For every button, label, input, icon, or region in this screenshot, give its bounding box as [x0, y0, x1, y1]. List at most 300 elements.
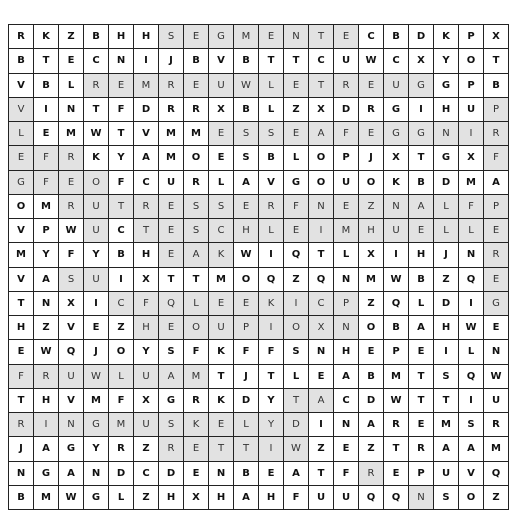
letter-cell[interactable]: E: [484, 267, 509, 291]
letter-cell[interactable]: T: [234, 437, 259, 461]
letter-cell[interactable]: G: [434, 146, 459, 170]
letter-cell[interactable]: E: [409, 219, 434, 243]
letter-cell[interactable]: M: [434, 413, 459, 437]
letter-cell[interactable]: U: [334, 49, 359, 73]
letter-cell[interactable]: T: [259, 49, 284, 73]
letter-cell[interactable]: V: [259, 170, 284, 194]
letter-cell[interactable]: H: [359, 219, 384, 243]
letter-cell[interactable]: A: [184, 243, 209, 267]
letter-cell[interactable]: F: [234, 340, 259, 364]
letter-cell[interactable]: O: [109, 340, 134, 364]
letter-cell[interactable]: B: [384, 316, 409, 340]
letter-cell[interactable]: C: [109, 219, 134, 243]
letter-cell[interactable]: Q: [484, 461, 509, 485]
letter-cell[interactable]: A: [409, 316, 434, 340]
letter-cell[interactable]: V: [59, 316, 84, 340]
letter-cell[interactable]: E: [409, 413, 434, 437]
letter-cell[interactable]: U: [159, 170, 184, 194]
letter-cell[interactable]: M: [484, 437, 509, 461]
letter-cell[interactable]: N: [309, 194, 334, 218]
letter-cell[interactable]: Z: [359, 437, 384, 461]
letter-cell[interactable]: F: [109, 97, 134, 121]
letter-cell[interactable]: W: [84, 122, 109, 146]
letter-cell[interactable]: L: [334, 243, 359, 267]
letter-cell[interactable]: P: [384, 340, 409, 364]
letter-cell[interactable]: X: [484, 25, 509, 49]
letter-cell[interactable]: U: [84, 194, 109, 218]
letter-cell[interactable]: N: [209, 461, 234, 485]
letter-cell[interactable]: T: [134, 219, 159, 243]
letter-cell[interactable]: H: [134, 316, 159, 340]
letter-cell[interactable]: M: [59, 122, 84, 146]
letter-cell[interactable]: X: [384, 146, 409, 170]
letter-cell[interactable]: D: [409, 25, 434, 49]
letter-cell[interactable]: F: [334, 461, 359, 485]
letter-cell[interactable]: M: [84, 388, 109, 412]
letter-cell[interactable]: M: [159, 146, 184, 170]
letter-cell[interactable]: G: [409, 73, 434, 97]
letter-cell[interactable]: Y: [34, 243, 59, 267]
letter-cell[interactable]: T: [309, 243, 334, 267]
letter-cell[interactable]: J: [359, 146, 384, 170]
letter-cell[interactable]: N: [484, 340, 509, 364]
letter-cell[interactable]: Z: [134, 485, 159, 509]
letter-cell[interactable]: T: [34, 49, 59, 73]
letter-cell[interactable]: C: [309, 49, 334, 73]
letter-cell[interactable]: Q: [459, 267, 484, 291]
letter-cell[interactable]: O: [309, 146, 334, 170]
letter-cell[interactable]: A: [309, 388, 334, 412]
letter-cell[interactable]: X: [359, 243, 384, 267]
letter-cell[interactable]: I: [259, 316, 284, 340]
letter-cell[interactable]: C: [309, 291, 334, 315]
letter-cell[interactable]: G: [159, 388, 184, 412]
letter-cell[interactable]: J: [234, 364, 259, 388]
letter-cell[interactable]: E: [184, 73, 209, 97]
letter-cell[interactable]: E: [334, 437, 359, 461]
letter-cell[interactable]: T: [384, 437, 409, 461]
letter-cell[interactable]: Z: [59, 25, 84, 49]
letter-cell[interactable]: O: [184, 146, 209, 170]
letter-cell[interactable]: P: [334, 291, 359, 315]
letter-cell[interactable]: X: [59, 291, 84, 315]
letter-cell[interactable]: E: [284, 219, 309, 243]
letter-cell[interactable]: P: [459, 73, 484, 97]
letter-cell[interactable]: A: [234, 170, 259, 194]
letter-cell[interactable]: X: [134, 388, 159, 412]
letter-cell[interactable]: T: [84, 97, 109, 121]
letter-cell[interactable]: H: [159, 485, 184, 509]
letter-cell[interactable]: E: [309, 364, 334, 388]
letter-cell[interactable]: R: [259, 194, 284, 218]
letter-cell[interactable]: F: [34, 170, 59, 194]
letter-cell[interactable]: D: [334, 97, 359, 121]
letter-cell[interactable]: Y: [134, 340, 159, 364]
letter-cell[interactable]: G: [384, 122, 409, 146]
letter-cell[interactable]: I: [34, 97, 59, 121]
letter-cell[interactable]: M: [334, 219, 359, 243]
letter-cell[interactable]: X: [309, 97, 334, 121]
letter-cell[interactable]: U: [134, 364, 159, 388]
letter-cell[interactable]: T: [109, 194, 134, 218]
letter-cell[interactable]: A: [309, 122, 334, 146]
letter-cell[interactable]: A: [234, 485, 259, 509]
letter-cell[interactable]: E: [109, 73, 134, 97]
letter-cell[interactable]: T: [284, 388, 309, 412]
letter-cell[interactable]: W: [234, 73, 259, 97]
letter-cell[interactable]: U: [334, 170, 359, 194]
letter-cell[interactable]: L: [409, 291, 434, 315]
letter-cell[interactable]: S: [159, 25, 184, 49]
letter-cell[interactable]: I: [259, 437, 284, 461]
letter-cell[interactable]: T: [309, 461, 334, 485]
letter-cell[interactable]: B: [84, 25, 109, 49]
letter-cell[interactable]: L: [284, 364, 309, 388]
letter-cell[interactable]: E: [159, 243, 184, 267]
letter-cell[interactable]: B: [9, 485, 34, 509]
letter-cell[interactable]: T: [309, 73, 334, 97]
letter-cell[interactable]: P: [34, 219, 59, 243]
letter-cell[interactable]: Z: [359, 291, 384, 315]
letter-cell[interactable]: I: [309, 219, 334, 243]
letter-cell[interactable]: O: [309, 170, 334, 194]
letter-cell[interactable]: M: [209, 267, 234, 291]
letter-cell[interactable]: M: [184, 364, 209, 388]
letter-cell[interactable]: T: [109, 122, 134, 146]
letter-cell[interactable]: U: [309, 485, 334, 509]
letter-cell[interactable]: B: [234, 97, 259, 121]
letter-cell[interactable]: D: [159, 461, 184, 485]
letter-cell[interactable]: X: [459, 146, 484, 170]
letter-cell[interactable]: O: [234, 267, 259, 291]
letter-cell[interactable]: R: [184, 170, 209, 194]
letter-cell[interactable]: E: [184, 461, 209, 485]
letter-cell[interactable]: A: [134, 146, 159, 170]
letter-cell[interactable]: S: [159, 413, 184, 437]
letter-cell[interactable]: J: [159, 49, 184, 73]
letter-cell[interactable]: J: [9, 437, 34, 461]
letter-cell[interactable]: X: [409, 49, 434, 73]
letter-cell[interactable]: Q: [359, 485, 384, 509]
letter-cell[interactable]: O: [359, 170, 384, 194]
letter-cell[interactable]: E: [59, 170, 84, 194]
letter-cell[interactable]: U: [84, 267, 109, 291]
letter-cell[interactable]: O: [459, 485, 484, 509]
letter-cell[interactable]: E: [234, 194, 259, 218]
letter-cell[interactable]: K: [209, 340, 234, 364]
letter-cell[interactable]: P: [459, 25, 484, 49]
letter-cell[interactable]: Q: [459, 364, 484, 388]
letter-cell[interactable]: W: [234, 243, 259, 267]
letter-cell[interactable]: Z: [284, 267, 309, 291]
letter-cell[interactable]: E: [159, 194, 184, 218]
letter-cell[interactable]: Q: [384, 485, 409, 509]
letter-cell[interactable]: T: [409, 146, 434, 170]
letter-cell[interactable]: R: [359, 461, 384, 485]
letter-cell[interactable]: I: [459, 291, 484, 315]
letter-cell[interactable]: W: [484, 364, 509, 388]
letter-cell[interactable]: G: [484, 291, 509, 315]
letter-cell[interactable]: N: [334, 316, 359, 340]
letter-cell[interactable]: M: [384, 364, 409, 388]
letter-cell[interactable]: U: [209, 73, 234, 97]
letter-cell[interactable]: A: [334, 364, 359, 388]
letter-cell[interactable]: Z: [109, 316, 134, 340]
letter-cell[interactable]: L: [184, 291, 209, 315]
letter-cell[interactable]: I: [259, 243, 284, 267]
letter-cell[interactable]: F: [284, 485, 309, 509]
letter-cell[interactable]: N: [109, 49, 134, 73]
letter-cell[interactable]: Q: [59, 340, 84, 364]
letter-cell[interactable]: Y: [259, 388, 284, 412]
letter-cell[interactable]: H: [334, 340, 359, 364]
letter-cell[interactable]: H: [259, 485, 284, 509]
letter-cell[interactable]: S: [434, 364, 459, 388]
letter-cell[interactable]: I: [384, 243, 409, 267]
letter-cell[interactable]: A: [409, 194, 434, 218]
letter-cell[interactable]: V: [59, 388, 84, 412]
letter-cell[interactable]: E: [359, 122, 384, 146]
letter-cell[interactable]: H: [9, 316, 34, 340]
letter-cell[interactable]: L: [109, 485, 134, 509]
letter-cell[interactable]: C: [84, 49, 109, 73]
letter-cell[interactable]: X: [209, 97, 234, 121]
letter-cell[interactable]: I: [459, 122, 484, 146]
letter-cell[interactable]: J: [84, 340, 109, 364]
letter-cell[interactable]: K: [34, 25, 59, 49]
letter-cell[interactable]: R: [159, 437, 184, 461]
letter-cell[interactable]: M: [34, 194, 59, 218]
letter-cell[interactable]: X: [184, 485, 209, 509]
letter-cell[interactable]: K: [259, 291, 284, 315]
letter-cell[interactable]: W: [59, 219, 84, 243]
letter-cell[interactable]: N: [459, 243, 484, 267]
letter-cell[interactable]: B: [359, 364, 384, 388]
letter-cell[interactable]: Q: [309, 267, 334, 291]
letter-cell[interactable]: R: [184, 97, 209, 121]
letter-cell[interactable]: Y: [259, 413, 284, 437]
letter-cell[interactable]: V: [9, 73, 34, 97]
letter-cell[interactable]: E: [259, 25, 284, 49]
letter-cell[interactable]: S: [59, 267, 84, 291]
letter-cell[interactable]: E: [184, 25, 209, 49]
letter-cell[interactable]: Y: [109, 146, 134, 170]
letter-cell[interactable]: G: [434, 73, 459, 97]
letter-cell[interactable]: T: [209, 364, 234, 388]
letter-cell[interactable]: U: [384, 219, 409, 243]
letter-cell[interactable]: W: [84, 364, 109, 388]
letter-cell[interactable]: G: [284, 170, 309, 194]
letter-cell[interactable]: P: [234, 316, 259, 340]
letter-cell[interactable]: V: [209, 49, 234, 73]
letter-cell[interactable]: U: [209, 316, 234, 340]
letter-cell[interactable]: E: [284, 73, 309, 97]
letter-cell[interactable]: R: [59, 146, 84, 170]
letter-cell[interactable]: E: [359, 340, 384, 364]
letter-cell[interactable]: G: [34, 461, 59, 485]
letter-cell[interactable]: U: [484, 388, 509, 412]
letter-cell[interactable]: H: [34, 388, 59, 412]
letter-cell[interactable]: A: [484, 170, 509, 194]
letter-cell[interactable]: F: [284, 194, 309, 218]
letter-cell[interactable]: Y: [84, 437, 109, 461]
letter-cell[interactable]: A: [34, 267, 59, 291]
letter-cell[interactable]: C: [359, 25, 384, 49]
letter-cell[interactable]: M: [34, 485, 59, 509]
letter-cell[interactable]: T: [309, 25, 334, 49]
letter-cell[interactable]: I: [434, 340, 459, 364]
letter-cell[interactable]: E: [84, 316, 109, 340]
letter-cell[interactable]: A: [359, 413, 384, 437]
letter-cell[interactable]: Z: [284, 97, 309, 121]
letter-cell[interactable]: B: [9, 49, 34, 73]
letter-cell[interactable]: K: [84, 146, 109, 170]
letter-cell[interactable]: R: [484, 243, 509, 267]
letter-cell[interactable]: F: [109, 388, 134, 412]
letter-cell[interactable]: O: [284, 316, 309, 340]
letter-cell[interactable]: P: [334, 146, 359, 170]
letter-cell[interactable]: L: [109, 364, 134, 388]
letter-cell[interactable]: Q: [284, 243, 309, 267]
letter-cell[interactable]: Z: [484, 485, 509, 509]
letter-cell[interactable]: F: [184, 340, 209, 364]
letter-cell[interactable]: Y: [84, 243, 109, 267]
letter-cell[interactable]: A: [159, 364, 184, 388]
letter-cell[interactable]: E: [409, 340, 434, 364]
letter-cell[interactable]: V: [9, 219, 34, 243]
letter-cell[interactable]: W: [34, 340, 59, 364]
letter-cell[interactable]: H: [409, 243, 434, 267]
letter-cell[interactable]: C: [334, 388, 359, 412]
letter-cell[interactable]: N: [59, 97, 84, 121]
letter-cell[interactable]: B: [409, 267, 434, 291]
letter-cell[interactable]: F: [59, 243, 84, 267]
letter-cell[interactable]: Q: [259, 267, 284, 291]
letter-cell[interactable]: H: [434, 97, 459, 121]
letter-cell[interactable]: C: [109, 291, 134, 315]
letter-cell[interactable]: I: [84, 291, 109, 315]
letter-cell[interactable]: C: [134, 461, 159, 485]
letter-cell[interactable]: U: [434, 461, 459, 485]
letter-cell[interactable]: N: [59, 413, 84, 437]
letter-cell[interactable]: M: [159, 122, 184, 146]
letter-cell[interactable]: E: [159, 219, 184, 243]
letter-cell[interactable]: E: [209, 413, 234, 437]
letter-cell[interactable]: B: [384, 25, 409, 49]
letter-cell[interactable]: B: [234, 461, 259, 485]
letter-cell[interactable]: B: [259, 146, 284, 170]
letter-cell[interactable]: F: [109, 170, 134, 194]
letter-cell[interactable]: F: [459, 194, 484, 218]
letter-cell[interactable]: U: [384, 73, 409, 97]
letter-cell[interactable]: L: [59, 73, 84, 97]
letter-cell[interactable]: Z: [134, 437, 159, 461]
letter-cell[interactable]: S: [434, 485, 459, 509]
letter-cell[interactable]: F: [134, 291, 159, 315]
letter-cell[interactable]: R: [484, 122, 509, 146]
letter-cell[interactable]: A: [284, 461, 309, 485]
letter-cell[interactable]: X: [134, 267, 159, 291]
letter-cell[interactable]: Z: [434, 267, 459, 291]
letter-cell[interactable]: N: [334, 413, 359, 437]
letter-cell[interactable]: N: [34, 291, 59, 315]
letter-cell[interactable]: B: [109, 243, 134, 267]
letter-cell[interactable]: R: [9, 413, 34, 437]
letter-cell[interactable]: D: [234, 388, 259, 412]
letter-cell[interactable]: B: [234, 49, 259, 73]
letter-cell[interactable]: R: [334, 73, 359, 97]
letter-cell[interactable]: Z: [359, 194, 384, 218]
letter-cell[interactable]: R: [184, 388, 209, 412]
letter-cell[interactable]: G: [84, 485, 109, 509]
letter-cell[interactable]: N: [409, 485, 434, 509]
letter-cell[interactable]: K: [209, 388, 234, 412]
letter-cell[interactable]: Z: [34, 316, 59, 340]
letter-cell[interactable]: N: [284, 25, 309, 49]
letter-cell[interactable]: L: [234, 413, 259, 437]
letter-cell[interactable]: L: [459, 219, 484, 243]
letter-cell[interactable]: G: [409, 122, 434, 146]
letter-cell[interactable]: H: [134, 243, 159, 267]
letter-cell[interactable]: D: [284, 413, 309, 437]
letter-cell[interactable]: N: [334, 267, 359, 291]
letter-cell[interactable]: R: [9, 25, 34, 49]
letter-cell[interactable]: M: [359, 267, 384, 291]
letter-cell[interactable]: C: [209, 219, 234, 243]
letter-cell[interactable]: B: [184, 49, 209, 73]
letter-cell[interactable]: N: [434, 122, 459, 146]
letter-cell[interactable]: H: [109, 25, 134, 49]
letter-cell[interactable]: D: [434, 170, 459, 194]
letter-cell[interactable]: I: [284, 291, 309, 315]
letter-cell[interactable]: T: [484, 49, 509, 73]
letter-cell[interactable]: V: [459, 461, 484, 485]
letter-cell[interactable]: W: [459, 316, 484, 340]
letter-cell[interactable]: A: [34, 437, 59, 461]
letter-cell[interactable]: L: [209, 170, 234, 194]
letter-cell[interactable]: M: [9, 243, 34, 267]
letter-cell[interactable]: R: [409, 437, 434, 461]
letter-cell[interactable]: V: [134, 122, 159, 146]
letter-cell[interactable]: Y: [434, 49, 459, 73]
letter-cell[interactable]: M: [184, 122, 209, 146]
letter-cell[interactable]: E: [9, 340, 34, 364]
letter-cell[interactable]: I: [134, 49, 159, 73]
letter-cell[interactable]: W: [59, 485, 84, 509]
letter-cell[interactable]: B: [409, 170, 434, 194]
letter-cell[interactable]: T: [284, 49, 309, 73]
letter-cell[interactable]: S: [184, 219, 209, 243]
letter-cell[interactable]: K: [434, 25, 459, 49]
letter-cell[interactable]: L: [259, 97, 284, 121]
letter-cell[interactable]: T: [259, 364, 284, 388]
letter-cell[interactable]: E: [159, 316, 184, 340]
letter-cell[interactable]: D: [134, 97, 159, 121]
letter-cell[interactable]: R: [359, 97, 384, 121]
letter-cell[interactable]: M: [234, 25, 259, 49]
letter-cell[interactable]: R: [484, 413, 509, 437]
letter-cell[interactable]: H: [234, 219, 259, 243]
letter-cell[interactable]: K: [384, 170, 409, 194]
letter-cell[interactable]: A: [434, 437, 459, 461]
letter-cell[interactable]: L: [259, 73, 284, 97]
letter-cell[interactable]: V: [9, 97, 34, 121]
letter-cell[interactable]: E: [59, 49, 84, 73]
letter-cell[interactable]: H: [134, 25, 159, 49]
letter-cell[interactable]: E: [209, 146, 234, 170]
letter-cell[interactable]: S: [234, 146, 259, 170]
letter-cell[interactable]: E: [209, 291, 234, 315]
